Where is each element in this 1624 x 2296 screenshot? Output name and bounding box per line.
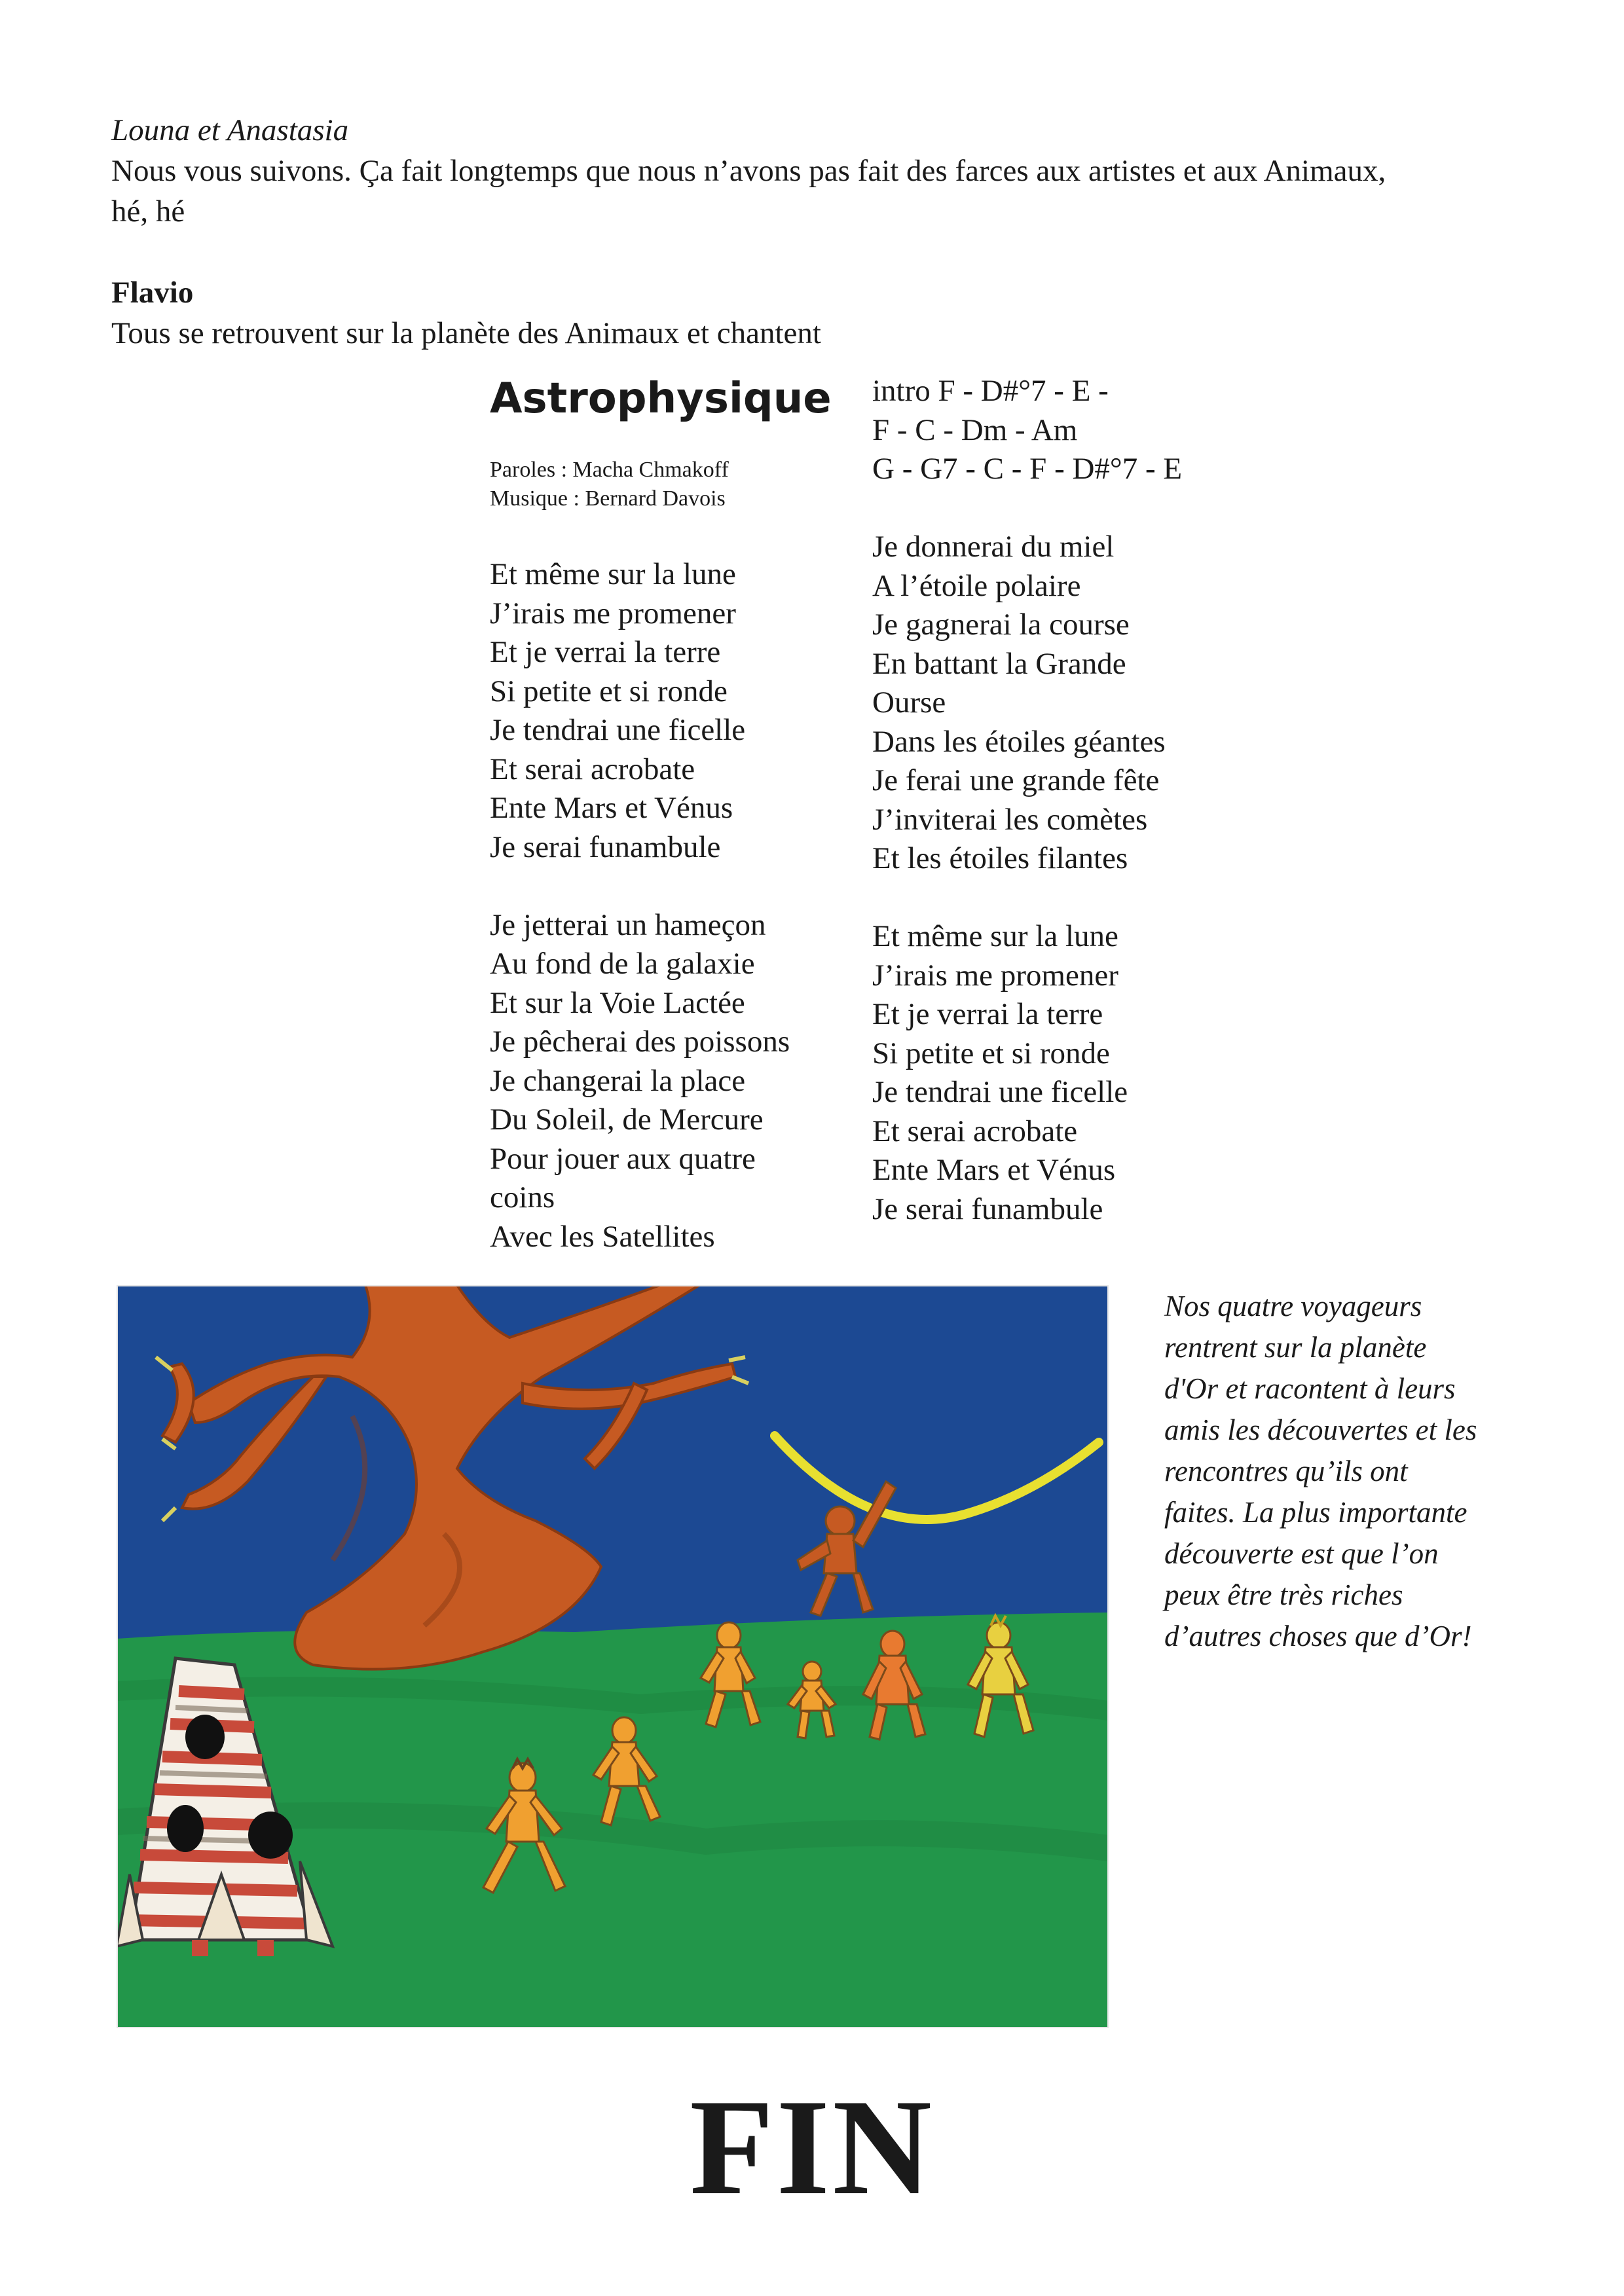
- caption-line: d'Or et racontent à leurs: [1164, 1372, 1456, 1405]
- lyric-line: Et serai acrobate: [490, 752, 695, 786]
- lyric-line: Et les étoiles filantes: [872, 841, 1128, 875]
- lyricist-credit: Paroles : Macha Chmakoff: [490, 458, 729, 482]
- lyric-line: Je donnerai du miel: [872, 530, 1115, 564]
- caption-line: peux être très riches: [1164, 1578, 1403, 1611]
- chord-line: intro F - D#°7 - E -: [872, 374, 1109, 408]
- speaker-flavio: Flavio: [111, 276, 194, 310]
- lyric-line: Pour jouer aux quatre: [490, 1141, 756, 1176]
- lyric-line: Et serai acrobate: [872, 1114, 1078, 1148]
- chord-line: G - G7 - C - F - D#°7 - E: [872, 452, 1183, 486]
- lyric-line: Et même sur la lune: [490, 557, 736, 591]
- lyric-line: Je jetterai un hameçon: [490, 907, 766, 942]
- lyric-line: Ourse: [872, 685, 946, 720]
- lyric-line: Je tendrai une ficelle: [490, 713, 746, 747]
- lyrics-column-right: [872, 372, 1304, 1229]
- lyric-line: Au fond de la galaxie: [490, 947, 755, 981]
- lyric-line: Je gagnerai la course: [872, 608, 1130, 642]
- lyric-line: Et sur la Voie Lactée: [490, 985, 745, 1020]
- lyric-line: Si petite et si ronde: [490, 674, 728, 708]
- speaker-louna-anastasia: Louna et Anastasia: [111, 113, 349, 147]
- lyric-line: Je ferai une grande fête: [872, 763, 1160, 797]
- caption-line: faites. La plus importante: [1164, 1496, 1467, 1529]
- song-title: Astrophysique: [490, 374, 832, 423]
- song-credits: [490, 456, 729, 513]
- lyric-line: J’irais me promener: [490, 596, 736, 630]
- caption-line: rencontres qu’ils ont: [1164, 1455, 1408, 1487]
- lyric-line: coins: [490, 1180, 555, 1214]
- lyric-line: Je serai funambule: [490, 829, 721, 864]
- dialogue-line: Nous vous suivons. Ça fait longtemps que nous n’avons pas fait des farces aux artistes et aux Animaux,: [111, 154, 1386, 188]
- lyric-line: Je pêcherai des poissons: [490, 1025, 790, 1059]
- lyric-line: A l’étoile polaire: [872, 568, 1081, 603]
- lyric-line: Je tendrai une ficelle: [872, 1075, 1128, 1109]
- caption-line: amis les découvertes et les: [1164, 1413, 1477, 1446]
- dialogue-line: Tous se retrouvent sur la planète des Animaux et chantent: [111, 316, 821, 350]
- lyric-line: Je changerai la place: [490, 1063, 746, 1098]
- lyric-line: Je serai funambule: [872, 1192, 1103, 1226]
- dialogue-line: hé, hé: [111, 194, 185, 228]
- lyric-line: Ente Mars et Vénus: [490, 791, 733, 825]
- lyric-line: J’inviterai les comètes: [872, 802, 1148, 837]
- lyric-line: En battant la Grande: [872, 646, 1126, 681]
- caption-line: d’autres choses que d’Or!: [1164, 1620, 1472, 1652]
- lyric-line: Et je verrai la terre: [872, 997, 1103, 1031]
- childrens-drawing: [117, 1285, 1109, 2028]
- caption-line: rentrent sur la planète: [1164, 1331, 1427, 1364]
- chord-line: F - C - Dm - Am: [872, 412, 1078, 447]
- lyric-line: Du Soleil, de Mercure: [490, 1102, 764, 1137]
- lyric-line: Ente Mars et Vénus: [872, 1153, 1116, 1187]
- caption-line: découverte est que l’on: [1164, 1537, 1439, 1570]
- illustration-caption: [1164, 1286, 1531, 1657]
- lyric-line: Et même sur la lune: [872, 919, 1118, 953]
- lyric-line: Si petite et si ronde: [872, 1036, 1110, 1070]
- lyrics-column-left: [490, 555, 857, 1256]
- end-title: FIN: [690, 2071, 934, 2223]
- intro-text: [111, 110, 1513, 354]
- lyric-line: Dans les étoiles géantes: [872, 724, 1166, 759]
- lyric-line: Et je verrai la terre: [490, 635, 721, 669]
- caption-line: Nos quatre voyageurs: [1164, 1290, 1422, 1322]
- composer-credit: Musique : Bernard Davois: [490, 486, 726, 511]
- lyric-line: Avec les Satellites: [490, 1219, 715, 1254]
- lyric-line: J’irais me promener: [872, 958, 1118, 993]
